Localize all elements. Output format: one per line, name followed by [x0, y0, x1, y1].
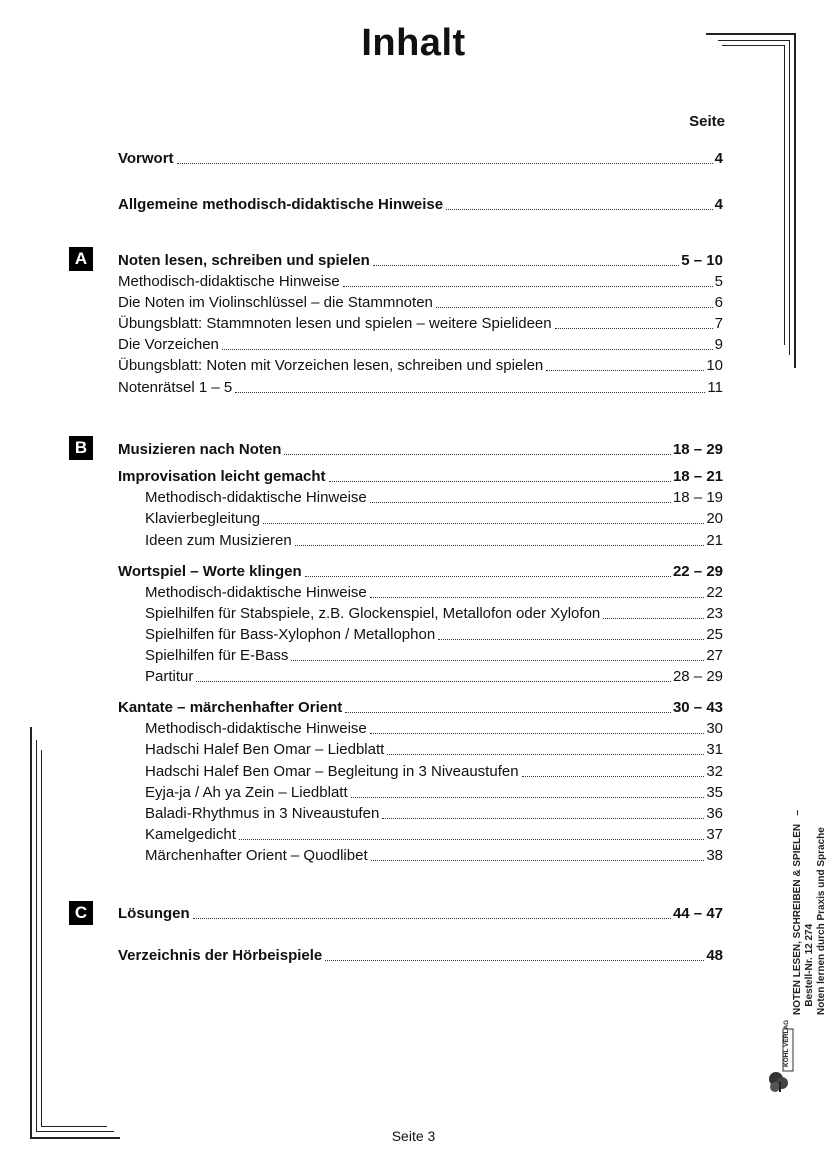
toc-entry-title: Vorwort [118, 150, 174, 167]
toc-entry[interactable] [145, 582, 723, 602]
toc-entry-page: 10 [706, 357, 723, 374]
leader-dots [370, 733, 705, 734]
leader-dots [325, 960, 704, 961]
toc-entry[interactable] [145, 845, 723, 865]
toc-entry[interactable] [145, 603, 723, 623]
toc-entry-page: 38 [706, 847, 723, 864]
leader-dots [370, 502, 671, 503]
toc-entry-title: Kantate – märchenhafter Orient [118, 699, 343, 716]
toc-entry-title: Notenrätsel 1 – 5 [118, 379, 233, 396]
toc-entry-page: 44 – 47 [672, 905, 723, 922]
toc-entry-page: 5 [714, 273, 723, 290]
toc-entry[interactable] [118, 561, 723, 581]
toc-entry-page: 18 – 29 [672, 441, 723, 458]
frame-line [30, 727, 32, 1139]
page-title: Inhalt [361, 22, 466, 64]
toc-entry[interactable] [118, 439, 723, 459]
leader-dots [263, 523, 704, 524]
leader-dots [555, 328, 713, 329]
leader-dots [196, 681, 671, 682]
toc-entry[interactable] [118, 271, 723, 291]
sidebar-publication-info [792, 775, 827, 1015]
frame-line [722, 45, 784, 46]
toc-entry-title: Die Vorzeichen [118, 336, 219, 353]
toc-entry-page: 35 [706, 784, 723, 801]
toc-entry[interactable] [118, 903, 723, 923]
toc-entry-page: 20 [706, 510, 723, 527]
toc-entry-page: 28 – 29 [672, 668, 723, 685]
frame-line [718, 40, 790, 41]
toc-entry-title: Eyja-ja / Ah ya Zein – Liedblatt [145, 784, 348, 801]
toc-entry-title: Improvisation leicht gemacht [118, 468, 326, 485]
toc-entry-title: Klavierbegleitung [145, 510, 261, 527]
toc-entry[interactable] [118, 148, 723, 168]
toc-entry[interactable] [118, 250, 723, 270]
leader-dots [239, 839, 704, 840]
toc-entry-title: Methodisch-didaktische Hinweise [145, 489, 367, 506]
frame-line [30, 1137, 120, 1139]
page-column-header: Seite [689, 113, 725, 130]
toc-entry-title: Musizieren nach Noten [118, 441, 282, 458]
frame-line [789, 40, 790, 355]
toc-entry-page: 23 [706, 605, 723, 622]
section-badge-a: A [69, 247, 93, 271]
toc-entry-page: 22 – 29 [672, 563, 723, 580]
frame-line [36, 1131, 114, 1132]
sidebar-separator: – [792, 809, 803, 816]
leader-dots [546, 370, 704, 371]
toc-entry[interactable] [118, 313, 723, 333]
frame-line [784, 45, 785, 345]
toc-entry-title: Methodisch-didaktische Hinweise [118, 273, 340, 290]
toc-entry-title: Verzeichnis der Hörbeispiele [118, 947, 323, 964]
toc-entry-title: Kamelgedicht [145, 826, 236, 843]
toc-entry[interactable] [145, 487, 723, 507]
leader-dots [603, 618, 704, 619]
toc-entry-page: 25 [706, 626, 723, 643]
sidebar-subtitle: Noten lernen durch Praxis und Sprache [816, 827, 827, 1015]
toc-entry[interactable] [118, 945, 723, 965]
toc-entry-title: Baladi-Rhythmus in 3 Niveaustufen [145, 805, 380, 822]
leader-dots [387, 754, 704, 755]
toc-entry-title: Allgemeine methodisch-didaktische Hinweise [118, 196, 444, 213]
toc-entry[interactable] [145, 645, 723, 665]
toc-entry-title: Methodisch-didaktische Hinweise [145, 584, 367, 601]
leader-dots [446, 209, 713, 210]
toc-entry-title: Hadschi Halef Ben Omar – Liedblatt [145, 741, 385, 758]
leader-dots [370, 597, 705, 598]
toc-entry[interactable] [145, 624, 723, 644]
leader-dots [522, 776, 705, 777]
leader-dots [382, 818, 704, 819]
leader-dots [371, 860, 705, 861]
publisher-logo [766, 1019, 796, 1093]
toc-entry-page: 4 [714, 150, 723, 167]
toc-entry-page: 6 [714, 294, 723, 311]
toc-entry-title: Lösungen [118, 905, 190, 922]
section-badge-b: B [69, 436, 93, 460]
toc-entry-page: 36 [706, 805, 723, 822]
frame-line [41, 750, 42, 1126]
leader-dots [438, 639, 704, 640]
toc-entry[interactable] [145, 718, 723, 738]
leader-dots [193, 918, 671, 919]
leader-dots [351, 797, 705, 798]
frame-line [41, 1126, 107, 1127]
toc-entry-page: 37 [706, 826, 723, 843]
toc-entry-page: 7 [714, 315, 723, 332]
leader-dots [373, 265, 680, 266]
sidebar-series-title: NOTEN LESEN, SCHREIBEN & SPIELEN [792, 823, 803, 1015]
toc-entry[interactable] [145, 666, 723, 686]
toc-entry-title: Übungsblatt: Stammnoten lesen und spielen – weitere Spielideen [118, 315, 552, 332]
toc-entry-page: 9 [714, 336, 723, 353]
frame-line [706, 33, 796, 35]
leader-dots [222, 349, 713, 350]
toc-entry[interactable] [118, 292, 723, 312]
leader-dots [343, 286, 713, 287]
toc-entry-title: Noten lesen, schreiben und spielen [118, 252, 370, 269]
leader-dots [284, 454, 671, 455]
toc-entry-title: Ideen zum Musizieren [145, 532, 292, 549]
toc-entry-page: 11 [707, 379, 723, 396]
leader-dots [291, 660, 704, 661]
toc-entry-page: 32 [706, 763, 723, 780]
toc-entry-page: 48 [706, 947, 723, 964]
toc-entry[interactable] [145, 824, 723, 844]
leader-dots [177, 163, 713, 164]
toc-entry[interactable] [145, 761, 723, 781]
toc-entry-title: Spielhilfen für Bass-Xylophon / Metallophon [145, 626, 436, 643]
toc-entry-title: Methodisch-didaktische Hinweise [145, 720, 367, 737]
toc-entry-page: 30 [706, 720, 723, 737]
sidebar-order-number: Bestell-Nr. 12 274 [804, 923, 815, 1007]
leader-dots [295, 545, 705, 546]
frame-line [36, 740, 37, 1132]
toc-entry[interactable] [118, 466, 723, 486]
leader-dots [345, 712, 671, 713]
page-footer: Seite 3 [391, 1128, 436, 1144]
toc-entry-title: Spielhilfen für Stabspiele, z.B. Glockenspiel, Metallofon oder Xylofon [145, 605, 601, 622]
leader-dots [305, 576, 671, 577]
toc-entry-page: 4 [714, 196, 723, 213]
toc-entry-title: Übungsblatt: Noten mit Vorzeichen lesen, schreiben und spielen [118, 357, 544, 374]
toc-entry-title: Spielhilfen für E-Bass [145, 647, 289, 664]
leader-dots [436, 307, 713, 308]
leader-dots [329, 481, 671, 482]
toc-entry-page: 21 [706, 532, 723, 549]
toc-entry-page: 18 – 21 [672, 468, 723, 485]
toc-entry-title: Die Noten im Violinschlüssel – die Stammnoten [118, 294, 433, 311]
toc-entry[interactable] [145, 782, 723, 802]
toc-entry-page: 22 [706, 584, 723, 601]
toc-entry-title: Partitur [145, 668, 194, 685]
toc-entry[interactable] [145, 803, 723, 823]
toc-entry[interactable] [118, 194, 723, 214]
toc-entry-page: 31 [706, 741, 723, 758]
toc-entry-page: 27 [706, 647, 723, 664]
toc-entry[interactable] [145, 508, 723, 528]
toc-entry[interactable] [118, 697, 723, 717]
section-badge-c: C [69, 901, 93, 925]
toc-entry-title: Märchenhafter Orient – Quodlibet [145, 847, 368, 864]
toc-entry-page: 18 – 19 [672, 489, 723, 506]
toc-entry[interactable] [118, 377, 723, 397]
toc-entry[interactable] [145, 739, 723, 759]
toc-entry[interactable] [145, 530, 723, 550]
toc-entry-title: Wortspiel – Worte klingen [118, 563, 302, 580]
publisher-name: KOHL VERLAG [783, 1019, 790, 1067]
toc-entry-title: Hadschi Halef Ben Omar – Begleitung in 3 Niveaustufen [145, 763, 519, 780]
frame-line [794, 33, 796, 368]
toc-entry[interactable] [118, 334, 723, 354]
toc-entry[interactable] [118, 355, 723, 375]
tree-logo-icon [766, 1027, 796, 1093]
toc-entry-page: 30 – 43 [672, 699, 723, 716]
leader-dots [235, 392, 705, 393]
toc-entry-page: 5 – 10 [681, 252, 723, 269]
